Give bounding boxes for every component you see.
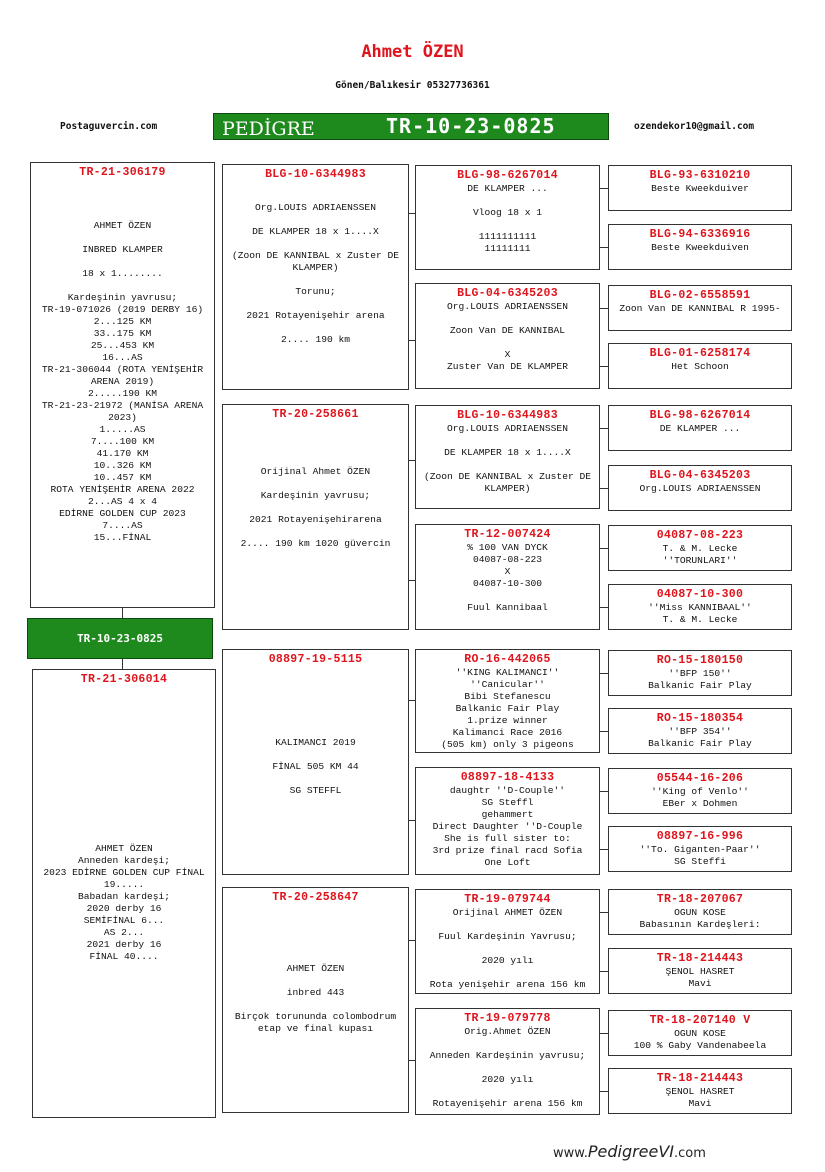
- gen2-ring: 08897-19-5115: [268, 653, 363, 666]
- gen4-box: [608, 165, 792, 211]
- connector: [122, 608, 123, 618]
- gen2-text: KALIMANCI 2019 FİNAL 505 KM 44 SG STEFFL: [272, 737, 359, 796]
- connector: [600, 673, 608, 674]
- gen4-ring: TR-18-214443: [656, 952, 744, 965]
- gen3-box: [415, 767, 600, 875]
- gen4-box: [608, 768, 792, 814]
- gen4-box: [608, 465, 792, 511]
- breeder-location: Gönen/Balıkesir 05327736361: [335, 80, 490, 91]
- site-logo: [553, 1142, 706, 1161]
- gen4-text: Org.LOUIS ADRIAENSSEN: [639, 483, 761, 494]
- gen3-box: [415, 405, 600, 509]
- email-label: ozendekor10@gmail.com: [634, 121, 755, 132]
- gen4-ring: TR-18-207140 V: [649, 1014, 751, 1027]
- gen3-box: [415, 524, 600, 630]
- sire-ring: TR-21-306179: [79, 166, 166, 179]
- connector: [122, 659, 123, 669]
- gen2-box: [222, 887, 409, 1113]
- gen4-text: ŞENOL HASRET Mavi: [665, 1086, 735, 1109]
- logo-brand: PedigreeVI: [587, 1142, 675, 1161]
- gen2-text: Orijinal Ahmet ÖZEN Kardeşinin yavrusu; 2021 Rotayenişehirarena 2.... 190 km 1020 güvercin: [240, 466, 391, 549]
- gen4-ring: TR-18-214443: [656, 1072, 744, 1085]
- gen4-ring: RO-15-180150: [656, 654, 744, 667]
- connector: [600, 1033, 608, 1034]
- connector: [409, 460, 415, 461]
- connector: [600, 971, 608, 972]
- gen4-box: [608, 1010, 792, 1056]
- gen2-box: [222, 649, 409, 875]
- gen3-ring: BLG-98-6267014: [457, 169, 558, 182]
- gen3-ring: BLG-10-6344983: [457, 409, 558, 422]
- banner-ring: TR-10-23-0825: [386, 114, 556, 138]
- gen2-ring: TR-20-258647: [272, 891, 359, 904]
- gen4-text: OGUN KOSE 100 % Gaby Vandenabeela: [633, 1028, 767, 1051]
- connector: [409, 820, 415, 821]
- gen4-ring: BLG-93-6310210: [649, 169, 751, 182]
- gen4-box: [608, 224, 792, 270]
- connector: [600, 1091, 608, 1092]
- gen3-text: Orijinal AHMET ÖZEN Fuul Kardeşinin Yavrusu; 2020 yılı Rota yenişehir arena 156 km: [429, 907, 586, 990]
- connector: [409, 213, 415, 214]
- subject-ring: TR-10-23-0825: [27, 618, 213, 659]
- gen2-ring: BLG-10-6344983: [265, 168, 366, 181]
- gen3-ring: TR-12-007424: [464, 528, 551, 541]
- gen3-box: [415, 889, 600, 994]
- gen4-text: ''To. Giganten-Paar'' SG Steffi: [639, 844, 761, 867]
- gen3-text: DE KLAMPER ... Vloog 18 x 1 1111111111 11111111: [467, 183, 548, 254]
- gen4-text: T. & M. Lecke ''TORUNLARI'': [662, 543, 738, 566]
- gen4-box: [608, 826, 792, 872]
- connector: [600, 428, 608, 429]
- gen3-text: Org.LOUIS ADRIAENSSEN DE KLAMPER 18 x 1....X (Zoon DE KANNIBAL x Zuster DE KLAMPER): [424, 423, 591, 494]
- connector: [600, 366, 608, 367]
- gen4-ring: 05544-16-206: [656, 772, 744, 785]
- gen3-box: [415, 283, 600, 389]
- gen4-ring: 04087-08-223: [656, 529, 744, 542]
- gen4-text: Beste Kweekduiven: [651, 242, 749, 253]
- gen3-text: ''KING KALIMANCI'' ''Canicular'' Bibi Stefanescu Balkanic Fair Play 1.prize winner Kalimanci Race 2016 (505 km) only 3 pigeons: [441, 667, 574, 750]
- gen3-text: Orig.Ahmet ÖZEN Anneden Kardeşinin yavrusu; 2020 yılı Rotayenişehir arena 156 km: [429, 1026, 586, 1109]
- gen4-ring: BLG-01-6258174: [649, 347, 751, 360]
- gen4-ring: BLG-02-6558591: [649, 289, 751, 302]
- gen2-text: AHMET ÖZEN inbred 443 Birçok torununda colombodrum etap ve final kupası: [234, 963, 397, 1034]
- connector: [600, 849, 608, 850]
- gen4-text: ''Miss KANNIBAAL'' T. & M. Lecke: [648, 602, 752, 625]
- gen4-ring: BLG-98-6267014: [649, 409, 751, 422]
- pedigree-banner: [213, 113, 609, 140]
- connector: [409, 580, 415, 581]
- gen4-box: [608, 525, 792, 571]
- gen4-text: ŞENOL HASRET Mavi: [665, 966, 735, 989]
- connector: [600, 188, 608, 189]
- dam-ring: TR-21-306014: [80, 673, 168, 686]
- logo-prefix: www.: [553, 1146, 588, 1161]
- gen4-ring: 04087-10-300: [656, 588, 744, 601]
- gen3-text: daughtr ''D-Couple'' SG Steffl gehammert Direct Daughter ''D-Couple She is full sister to: 3rd prize final racd Sofia One Loft: [432, 785, 583, 868]
- connector: [600, 912, 608, 913]
- logo-suffix: .com: [674, 1146, 706, 1161]
- gen4-box: [608, 948, 792, 994]
- gen3-ring: TR-19-079778: [464, 1012, 551, 1025]
- connector: [600, 308, 608, 309]
- gen4-text: ''BFP 150'' Balkanic Fair Play: [648, 668, 752, 691]
- gen3-ring: TR-19-079744: [464, 893, 551, 906]
- gen4-box: [608, 650, 792, 696]
- gen4-box: [608, 405, 792, 451]
- site-label: Postaguvercin.com: [60, 121, 158, 132]
- connector: [600, 791, 608, 792]
- gen4-text: OGUN KOSE Babasının Kardeşleri:: [639, 907, 761, 930]
- gen4-box: [608, 343, 792, 389]
- gen4-text: DE KLAMPER ...: [659, 423, 741, 434]
- gen4-box: [608, 708, 792, 754]
- connector: [409, 940, 415, 941]
- gen4-box: [608, 285, 792, 331]
- sire-box: [30, 162, 215, 608]
- gen4-box: [608, 1068, 792, 1114]
- gen4-text: ''BFP 354'' Balkanic Fair Play: [648, 726, 752, 749]
- connector: [600, 607, 608, 608]
- sire-text: AHMET ÖZEN INBRED KLAMPER 18 x 1........ Kardeşinin yavrusu; TR-19-071026 (2019 DERBY 16) 2...125 KM 33..175 KM 25...453 KM 16...AS TR-21-306044 (ROTA YENİŞEHİR ARENA 2019) 2.....190 KM TR-21-23-21972 (MANİSA ARENA 2023) 1.....AS 7....100 KM 41.170 KM 10..326 KM 10..457 KM ROTA YENİŞEHİR ARENA 2022 2...AS 4 x 4 EDİRNE GOLDEN CUP 2023 7....AS 15...FİNAL: [41, 220, 204, 543]
- gen3-box: [415, 1008, 600, 1115]
- gen2-text: Org.LOUIS ADRIAENSSEN DE KLAMPER 18 x 1....X (Zoon DE KANNIBAL x Zuster DE KLAMPER) Torunu; 2021 Rotayenişehir arena 2.... 190 km: [232, 202, 399, 345]
- connector: [600, 548, 608, 549]
- gen4-ring: BLG-94-6336916: [649, 228, 751, 241]
- gen3-text: Org.LOUIS ADRIAENSSEN Zoon Van DE KANNIBAL X Zuster Van DE KLAMPER: [447, 301, 568, 372]
- breeder-name: Ahmet ÖZEN: [361, 42, 464, 62]
- gen2-box: [222, 404, 409, 630]
- gen4-box: [608, 584, 792, 630]
- connector: [409, 1060, 415, 1061]
- gen3-box: [415, 649, 600, 753]
- gen4-box: [608, 889, 792, 935]
- gen3-ring: RO-16-442065: [464, 653, 551, 666]
- dam-text: AHMET ÖZEN Anneden kardeşi; 2023 EDİRNE GOLDEN CUP FİNAL 19..... Babadan kardeşi; 2020 derby 16 SEMİFİNAL 6... AS 2... 2021 derby 16 FİNAL 40....: [43, 843, 205, 962]
- connector: [600, 731, 608, 732]
- gen3-text: % 100 VAN DYCK 04087-08-223 X 04087-10-300 Fuul Kannibaal: [467, 542, 548, 613]
- connector: [409, 340, 415, 341]
- connector: [600, 247, 608, 248]
- gen2-ring: TR-20-258661: [272, 408, 359, 421]
- gen3-box: [415, 165, 600, 270]
- dam-box: [32, 669, 216, 1118]
- gen4-text: Beste Kweekduiver: [651, 183, 749, 194]
- gen4-ring: RO-15-180354: [656, 712, 744, 725]
- gen4-text: ''King of Venlo'' EBer x Dohmen: [651, 786, 749, 809]
- gen4-ring: TR-18-207067: [656, 893, 744, 906]
- gen4-text: Het Schoon: [671, 361, 729, 372]
- gen3-ring: 08897-18-4133: [460, 771, 555, 784]
- gen4-ring: 08897-16-996: [656, 830, 744, 843]
- connector: [409, 700, 415, 701]
- gen2-box: [222, 164, 409, 390]
- gen4-text: Zoon Van DE KANNIBAL R 1995-: [619, 303, 781, 314]
- gen3-ring: BLG-04-6345203: [457, 287, 558, 300]
- banner-word: PEDİGRE: [222, 118, 315, 140]
- connector: [600, 488, 608, 489]
- gen4-ring: BLG-04-6345203: [649, 469, 751, 482]
